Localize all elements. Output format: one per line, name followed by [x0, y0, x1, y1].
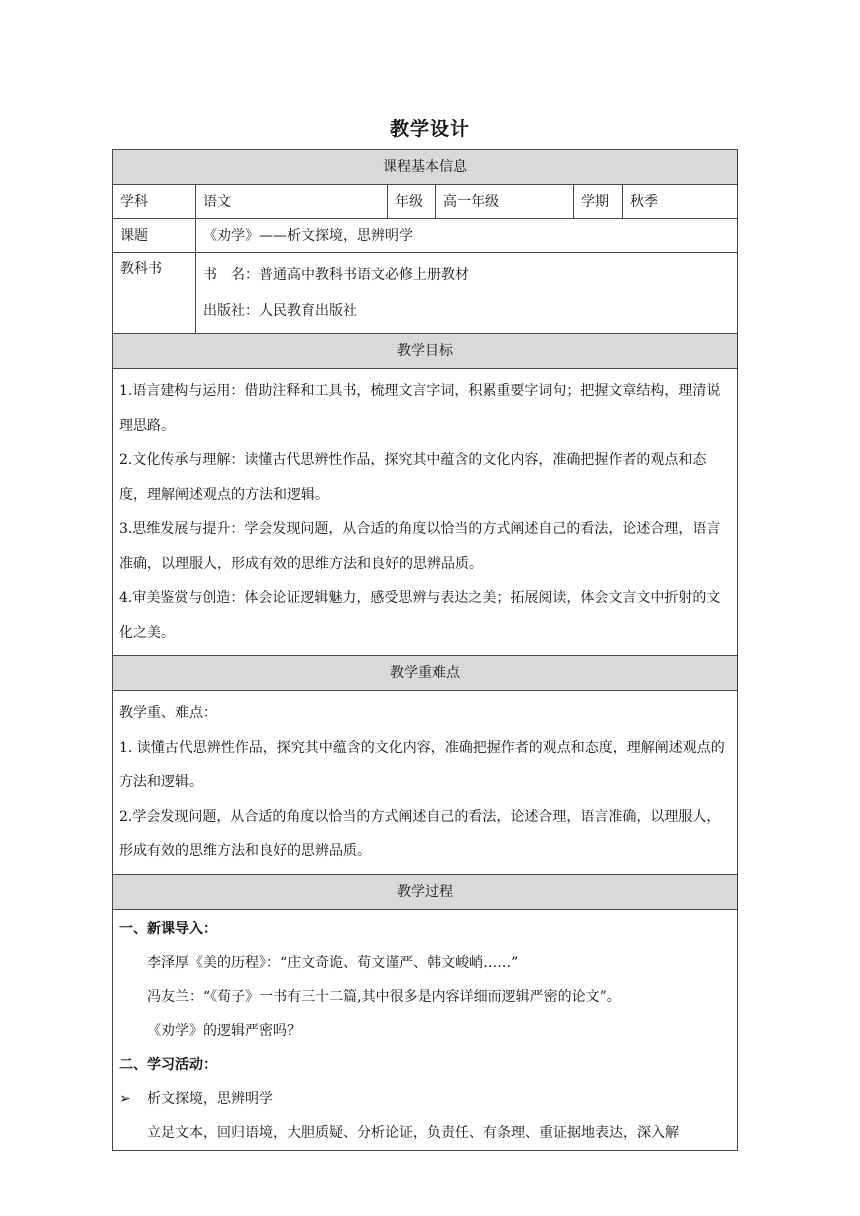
key-point-item: 2.学会发现问题，从合适的角度以恰当的方式阐述自己的看法，论述合理，语言准确，以理服人，形成有效的思维方法和良好的思辨品质。	[119, 808, 721, 859]
key-points-cell	[113, 691, 738, 875]
subject-value: 语文	[196, 185, 388, 219]
objective-item: 1.语言建构与运用：借助注释和工具书，梳理文言字词，积累重要字词句；把握文章结构，理清说理思路。	[119, 383, 721, 434]
topic-label: 课题	[113, 219, 196, 253]
lead-question: 《劝学》的逻辑严密吗？	[147, 1022, 301, 1039]
textbook-name: 书 名：普通高中教科书语文必修上册教材	[203, 267, 469, 283]
key-points-row	[113, 691, 738, 875]
activity-bullet	[119, 1082, 731, 1116]
term-label: 学期	[574, 185, 623, 219]
process-header: 教学过程	[113, 874, 738, 909]
grade-value: 高一年级	[436, 185, 574, 219]
textbook-info	[196, 253, 738, 334]
activity-text: 立足文本，回归语境，大胆质疑、分析论证，负责任、有条理、重证据地表达，深入解	[147, 1124, 679, 1141]
textbook-publisher: 出版社：人民教育出版社	[203, 303, 357, 319]
quote-li-zehou: 李泽厚《美的历程》：“庄文奇诡、荀文谨严、韩文峻峭……”	[147, 954, 519, 971]
part2-title: 二、学习活动：	[119, 1056, 217, 1073]
objectives-row	[113, 369, 738, 656]
term-value: 秋季	[623, 185, 738, 219]
objective-item: 3.思维发展与提升：学会发现问题，从合适的角度以恰当的方式阐述自己的看法，论述合理，语言准确，以理服人，形成有效的思维方法和良好的思辨品质。	[119, 521, 721, 572]
bullet-arrow-icon: ➢	[119, 1090, 131, 1107]
page-title: 教学设计	[389, 118, 470, 140]
basic-info-header-row	[113, 150, 738, 185]
activity-title: 析文探境，思辨明学	[147, 1090, 273, 1107]
subject-label: 学科	[113, 185, 196, 219]
objective-item: 4.审美鉴赏与创造：体会论证逻辑魅力，感受思辨与表达之美；拓展阅读，体会文言文中折射的文化之美。	[119, 590, 721, 641]
lesson-plan-table	[112, 149, 738, 1151]
process-row	[113, 909, 738, 1150]
grade-label: 年级	[388, 185, 436, 219]
textbook-label: 教科书	[113, 253, 196, 334]
quote-feng-youlan: 冯友兰：“《荀子》一书有三十二篇,其中很多是内容详细而逻辑严密的论文”。	[147, 988, 621, 1005]
key-points-header: 教学重难点	[113, 656, 738, 691]
objectives-header-row	[113, 334, 738, 369]
basic-info-header: 课程基本信息	[113, 150, 738, 185]
objectives-cell	[113, 369, 738, 656]
process-header-row	[113, 874, 738, 909]
topic-value: 《劝学》——析文探境，思辨明学	[196, 219, 738, 253]
objectives-header: 教学目标	[113, 334, 738, 369]
subject-row	[113, 185, 738, 219]
topic-row	[113, 219, 738, 253]
key-points-intro: 教学重、难点：	[119, 705, 217, 721]
key-point-item: 1. 读懂古代思辨性作品，探究其中蕴含的文化内容，准确把握作者的观点和态度，理解阐述观点的方法和逻辑。	[119, 739, 725, 790]
textbook-row	[113, 253, 738, 334]
process-cell	[113, 909, 738, 1150]
key-points-header-row	[113, 656, 738, 691]
objective-item: 2.文化传承与理解：读懂古代思辨性作品，探究其中蕴含的文化内容，准确把握作者的观点和态度，理解阐述观点的方法和逻辑。	[119, 452, 707, 503]
part1-title: 一、新课导入：	[119, 920, 217, 937]
